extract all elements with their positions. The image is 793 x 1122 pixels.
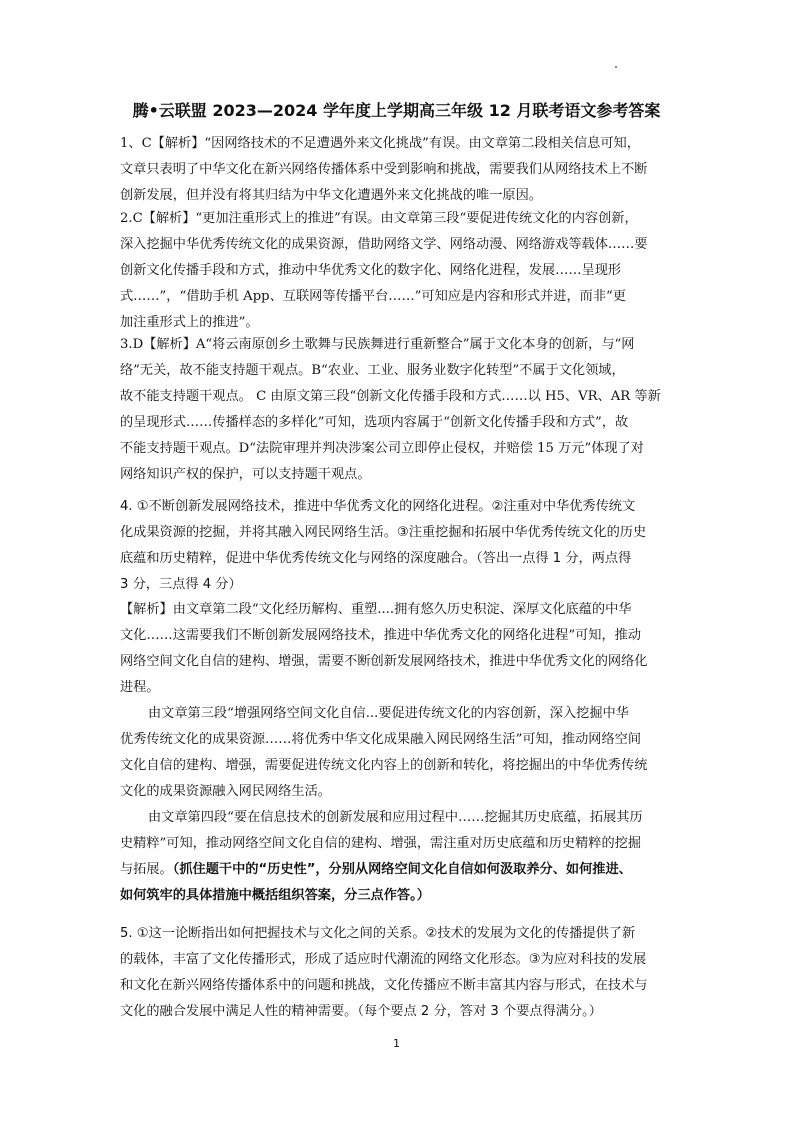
- answer-1-line: 创新发展，但并没有将其归结为中华文化遭遇外来文化挑战的唯一原因。: [120, 188, 542, 203]
- analysis-line: 【解析】由文章第二段“文化经历解构、重塑....拥有悠久历史积淀、深厚文化底蕴的中华: [120, 602, 632, 617]
- answer-1-line: 文章只表明了中华文化在新兴网络传播体系中受到影响和挑战，需要我们从网络技术上不断: [120, 162, 648, 177]
- answer-2: [120, 206, 676, 336]
- answer-3-line: 络”无关，故不能支持题干观点。B“农业、工业、服务业数字化转型”不属于文化领域，: [120, 363, 625, 378]
- answer-4: [120, 494, 676, 598]
- answer-1: [120, 131, 676, 209]
- answer-3-line: 故不能支持题干观点。 C 由原文第三段“创新文化传播手段和方式……以 H5、VR、AR 等新: [120, 389, 661, 404]
- analysis-line: 史精粹”可知，推动网络空间文化自信的建构、增强，需注重对历史底蕴和历史精粹的挖掘: [120, 836, 642, 851]
- analysis-line: 文化的成果资源融入网民网络生活。: [120, 784, 331, 799]
- scan-speck: [615, 66, 617, 68]
- grading-note: 如何筑牢的具体措施中概括组织答案，分三点作答。）: [120, 888, 430, 903]
- analysis-line: 文化自信的建构、增强，需要促进传统文化内容上的创新和转化，将挖掘出的中华优秀传统: [120, 758, 648, 773]
- answer-4-line: 底蕴和历史精粹，促进中华优秀传统文化与网络的深度融合。（答出一点得 1 分，两点得: [120, 551, 632, 566]
- answer-4-line: 3 分，三点得 4 分）: [120, 577, 242, 592]
- analysis-line-with-note: [120, 857, 676, 883]
- analysis-line: 网络空间文化自信的建构、增强，需要不断创新发展网络技术，推进中华优秀文化的网络化: [120, 654, 648, 669]
- analysis-line: 进程。: [120, 680, 160, 695]
- analysis-line: 文化……这需要我们不断创新发展网络技术，推进中华优秀文化的网络化进程”可知，推动: [120, 628, 642, 643]
- answer-3-line: 3.D【解析】A“将云南原创乡土歌舞与民族舞进行重新整合”属于文化本身的创新，与“网: [120, 337, 635, 352]
- answer-2-line: 式……”，“借助手机 App、互联网等传播平台……”可知应是内容和形式并进，而非“更: [120, 289, 626, 304]
- answer-3-line: 不能支持题干观点。D“法院审理并判决涉案公司立即停止侵权，并赔偿 15 万元”体现了对: [120, 441, 644, 456]
- answer-5-line: 文化的融合发展中满足人性的精神需要。（每个要点 2 分，答对 3 个要点得满分。）: [120, 1004, 602, 1019]
- answer-3-line: 的呈现形式……传播样态的多样化”可知，选项内容属于“创新文化传播手段和方式”，故: [120, 415, 629, 430]
- answer-5-line: 的载体，丰富了文化传播形式，形成了适应时代潮流的网络文化形态。③为应对科技的发展: [120, 952, 647, 967]
- analysis-text: 与拓展。: [120, 862, 173, 877]
- answer-5: [120, 921, 676, 1025]
- answer-4-line: 4. ①不断创新发展网络技术，推进中华优秀文化的网络化进程。②注重对中华优秀传统文: [120, 499, 636, 514]
- answer-2-line: 2.C【解析】“更加注重形式上的推进”有误。由文章第三段“要促进传统文化的内容创新，: [120, 211, 638, 226]
- answer-2-line: 创新文化传播手段和方式，推动中华优秀文化的数字化、网络化进程，发展……呈现形: [120, 263, 622, 278]
- answer-3-line: 网络知识产权的保护，可以支持题干观点。: [120, 467, 371, 482]
- answer-5-line: 和文化在新兴网络传播体系中的问题和挑战，文化传播应不断丰富其内容与形式，在技术与: [120, 978, 648, 993]
- grading-note: （抓住题干中的“历史性”，分别从网络空间文化自信如何汲取养分、如何推进、: [172, 862, 632, 877]
- analysis-line: 优秀传统文化的成果资源……将优秀中华文化成果融入网民网络生活”可知，推动网络空间: [120, 732, 642, 747]
- answer-2-line: 加注重形式上的推进”。: [120, 315, 259, 330]
- page-number: 1: [393, 1037, 400, 1050]
- answer-4-analysis: [120, 597, 676, 909]
- answer-5-line: 5. ①这一论断指出如何把握技术与文化之间的关系。②技术的发展为文化的传播提供了新: [120, 926, 636, 941]
- answer-3: [120, 332, 676, 488]
- answer-2-line: 深入挖掘中华优秀传统文化的成果资源，借助网络文学、网络动漫、网络游戏等载体……要: [120, 237, 648, 252]
- answer-1-line: 1、C【解析】“因网络技术的不足遭遇外来文化挑战”有误。由文章第二段相关信息可知，: [120, 136, 640, 151]
- answer-4-line: 化成果资源的挖掘，并将其融入网民网络生活。③注重挖掘和拓展中华优秀传统文化的历史: [120, 525, 647, 540]
- page-title: 腾•云联盟 2023—2024 学年度上学期高三年级 12 月联考语文参考答案: [132, 101, 661, 120]
- analysis-line: 由文章第三段“增强网络空间文化自信...要促进传统文化的内容创新，深入挖掘中华: [148, 706, 629, 721]
- analysis-line: 由文章第四段“要在信息技术的创新发展和应用过程中……挖掘其历史底蕴，拓展其历: [148, 810, 643, 825]
